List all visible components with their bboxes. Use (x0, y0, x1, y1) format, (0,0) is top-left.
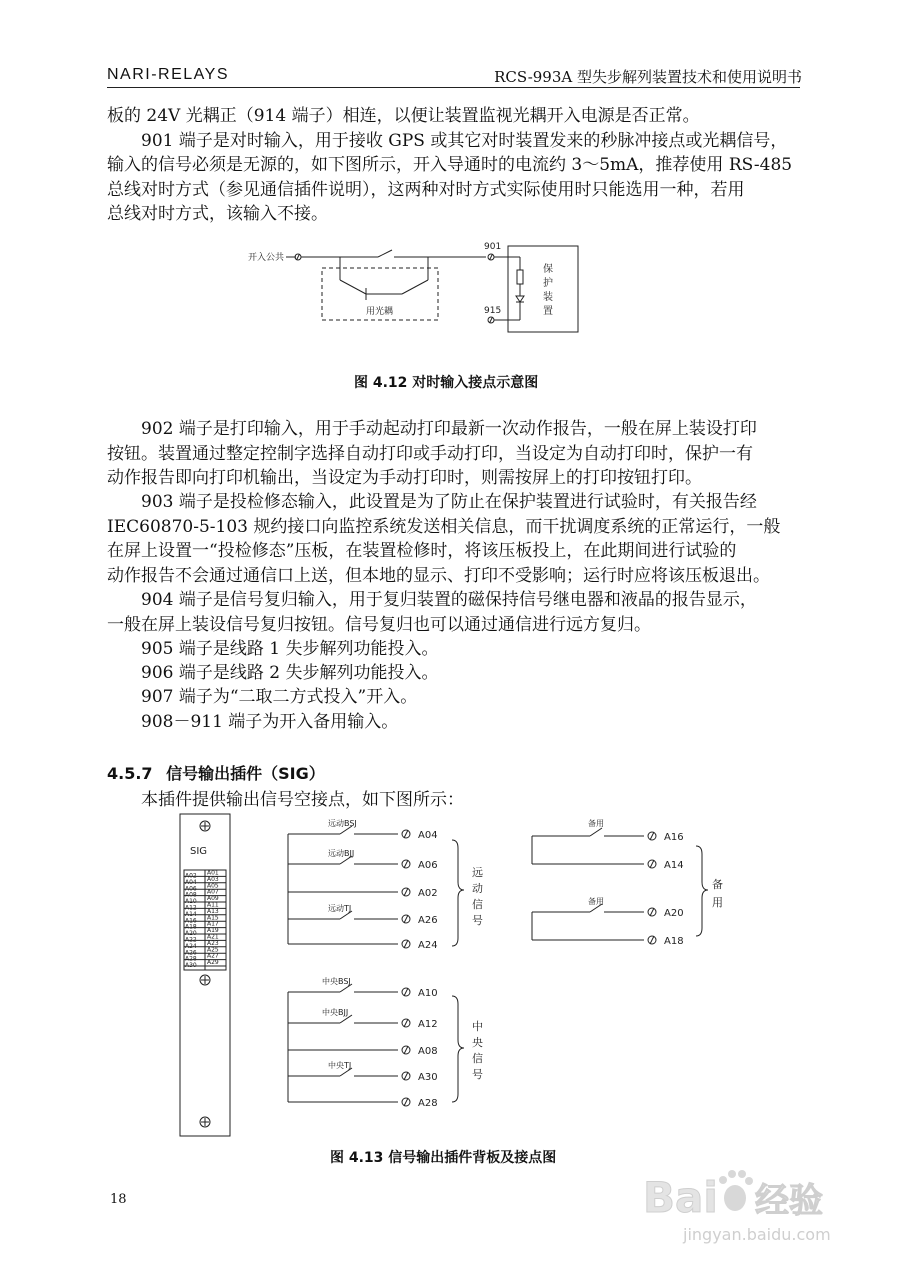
contact-label: 中央TJ (328, 1061, 352, 1070)
section-number: 4.5.7 (107, 764, 153, 783)
remote-signal-group (288, 818, 483, 951)
spare-group (532, 818, 723, 947)
terminal-label: A30 (418, 1072, 438, 1083)
remote-brace (452, 840, 464, 946)
terminal-pin-label: A12 (185, 904, 197, 912)
terminal-label: A04 (418, 830, 438, 841)
device-label-char: 装 (543, 292, 553, 303)
watermark-brand: Bai (643, 1173, 718, 1222)
terminal-pin-label: A11 (207, 901, 219, 909)
label-common-input: 开入公共 (248, 253, 285, 263)
terminal-pin-label: A14 (185, 910, 197, 918)
brace-label-char: 信 (472, 1052, 483, 1065)
central-brace (452, 996, 464, 1102)
terminal-label: A12 (418, 1019, 438, 1030)
paragraph-904 (107, 588, 801, 637)
contact-label: 远动BSJ (328, 819, 357, 828)
terminal-label: A26 (418, 915, 438, 926)
page-number: 18 (110, 1192, 127, 1207)
text-line: 907 端子为“二取二方式投入”开入。 (141, 687, 418, 707)
terminal-pin-label: A22 (185, 936, 197, 944)
text-line: 906 端子是线路 2 失步解列功能投入。 (141, 663, 439, 683)
terminal-pin-label: A09 (207, 895, 219, 903)
paragraph-903 (107, 490, 801, 588)
terminal-label: A28 (418, 1098, 438, 1109)
paragraph-908-911 (107, 710, 801, 735)
text-line: 总线对时方式，该输入不接。 (107, 204, 328, 224)
terminal-pin-label: A23 (207, 939, 219, 947)
central-signal-group (288, 976, 483, 1109)
text-line: IEC60870-5-103 规约接口向监控系统发送相关信息，而干扰调度系统的正常运行，一般 (107, 516, 781, 537)
text-line: 输入的信号必须是无源的，如下图所示，开入导通时的电流约 3～5mA，推荐使用 RS-485 (107, 155, 793, 175)
text-line: 总线对时方式（参见通信插件说明），这两种对时方式实际使用时只能选用一种，若用 (107, 179, 745, 200)
watermark-url: jingyan.baidu.com (683, 1225, 831, 1244)
panel-title: SIG (190, 846, 208, 857)
contact-label: 备用 (588, 897, 604, 906)
brace-label-char: 号 (472, 914, 483, 927)
brace-label-char: 中 (472, 1020, 483, 1033)
text-line: 动作报告不会通过通信口上送，但本地的显示、打印不受影响；运行时应将该压板退出。 (107, 565, 770, 586)
terminal-pin-label: A18 (185, 923, 197, 931)
device-label-char: 护 (543, 278, 553, 289)
watermark-brand-cn: 经验 (755, 1181, 823, 1221)
device-label-char: 置 (543, 306, 553, 317)
terminal-label: A08 (418, 1046, 438, 1057)
paragraph-907 (107, 685, 801, 710)
watermark-logo (643, 1150, 843, 1260)
text-line: 板的 24V 光耦正（914 端子）相连，以便让装置监视光耦开入电源是否正常。 (107, 106, 700, 126)
terminal-pin-label: A26 (185, 949, 197, 957)
section-title: 信号输出插件（SIG） (166, 764, 325, 783)
header-document-title: RCS-993A 型失步解列装置技术和使用说明书 (494, 68, 802, 86)
terminal-label: A14 (664, 860, 684, 871)
contact-label: 中央BJJ (322, 1008, 349, 1017)
text-line: 动作报告即向打印机输出，当设定为手动打印时，则需按屏上的打印按钮打印。 (107, 468, 702, 488)
terminal-pin-label: A08 (185, 891, 197, 899)
intro-paragraph (107, 104, 801, 227)
contact-label: 远动TJ (328, 904, 352, 913)
baidu-jingyan-watermark (643, 1150, 843, 1260)
terminal-label: A10 (418, 988, 438, 999)
contact-label: 备用 (588, 819, 604, 828)
terminal-pin-label: A05 (207, 882, 219, 890)
paragraph-906 (107, 661, 801, 686)
terminal-pin-label: A16 (185, 917, 197, 925)
brace-label-char: 远 (472, 866, 483, 879)
terminal-pin-label: A29 (207, 959, 219, 967)
terminal-pin-label: A19 (207, 927, 219, 935)
terminal-label: A06 (418, 860, 438, 871)
label-optocoupler: 用光耦 (366, 307, 394, 317)
figure-4-13-caption: 图 4.13 信号输出插件背板及接点图 (330, 1150, 557, 1166)
terminal-pin-label: A17 (207, 920, 219, 928)
terminal-pin-label: A27 (207, 952, 219, 960)
terminal-pin-label: A21 (207, 933, 219, 941)
terminal-pin-label: A20 (185, 930, 197, 938)
terminal-label: A18 (664, 936, 684, 947)
terminal-pin-label: A02 (185, 872, 197, 880)
contact-label: 中央BSJ (322, 977, 351, 986)
brace-label-char: 备 (712, 878, 723, 891)
text-line: 一般在屏上装设信号复归按钮。信号复归也可以通过通信进行远方复归。 (107, 614, 651, 635)
section-heading (107, 761, 325, 784)
terminal-pin-label: A28 (185, 955, 197, 963)
text-line: 908－911 端子为开入备用输入。 (141, 712, 399, 732)
paragraph-905 (107, 637, 801, 662)
text-line: 在屏上设置一“投检修态”压板，在装置检修时，将该压板投上，在此期间进行试验的 (107, 541, 737, 561)
text-line: 904 端子是信号复归输入，用于复归装置的磁保持信号继电器和液晶的报告显示， (141, 590, 757, 610)
terminal-label: A24 (418, 940, 438, 951)
terminal-pin-label: A15 (207, 914, 219, 922)
terminal-pin-label: A10 (185, 898, 197, 906)
paragraph-902 (107, 417, 801, 491)
brace-label-char: 央 (472, 1036, 483, 1049)
figure-4-12-caption: 图 4.12 对时输入接点示意图 (354, 375, 539, 391)
terminal-pin-label: A24 (185, 942, 197, 950)
brace-label-char: 号 (472, 1068, 483, 1081)
terminal-pin-label: A13 (207, 907, 219, 915)
terminal-915-label: 915 (484, 306, 502, 316)
terminal-pin-label: A01 (207, 869, 219, 877)
header-left-brand: NARI-RELAYS (107, 66, 230, 83)
brace-label-char: 信 (472, 898, 483, 911)
terminal-label: A02 (418, 888, 438, 899)
terminal-pin-label: A06 (185, 885, 197, 893)
terminal-pin-label: A25 (207, 946, 219, 954)
terminal-901-label: 901 (484, 242, 502, 252)
text-line: 903 端子是投检修态输入，此设置是为了防止在保护装置进行试验时，有关报告经 (141, 492, 757, 512)
brace-label-char: 用 (712, 896, 723, 909)
section-intro (107, 788, 801, 813)
figure-4-12-diagram (240, 238, 580, 338)
terminal-block (184, 870, 226, 971)
terminal-pin-label: A03 (207, 875, 219, 883)
text-line: 902 端子是打印输入，用于手动起动打印最新一次动作报告，一般在屏上装设打印 (141, 419, 757, 439)
contact-label: 远动BJJ (328, 849, 355, 858)
terminal-pin-label: A30 (185, 962, 197, 970)
text-line: 本插件提供输出信号空接点，如下图所示： (141, 790, 464, 810)
figure-4-13-diagram (170, 812, 730, 1142)
header-rule (107, 87, 800, 88)
text-line: 905 端子是线路 1 失步解列功能投入。 (141, 639, 439, 659)
text-line: 按钮。装置通过整定控制字选择自动打印或手动打印，当设定为自动打印时，保护一有 (107, 443, 753, 464)
terminal-pin-label: A04 (185, 878, 197, 886)
terminal-pin-label: A07 (207, 888, 219, 896)
terminal-label: A16 (664, 832, 684, 843)
spare-brace (696, 846, 708, 936)
device-label-char: 保 (543, 264, 553, 275)
terminal-label: A20 (664, 908, 684, 919)
brace-label-char: 动 (472, 882, 483, 895)
text-line: 901 端子是对时输入，用于接收 GPS 或其它对时装置发来的秒脉冲接点或光耦信号， (141, 130, 788, 151)
